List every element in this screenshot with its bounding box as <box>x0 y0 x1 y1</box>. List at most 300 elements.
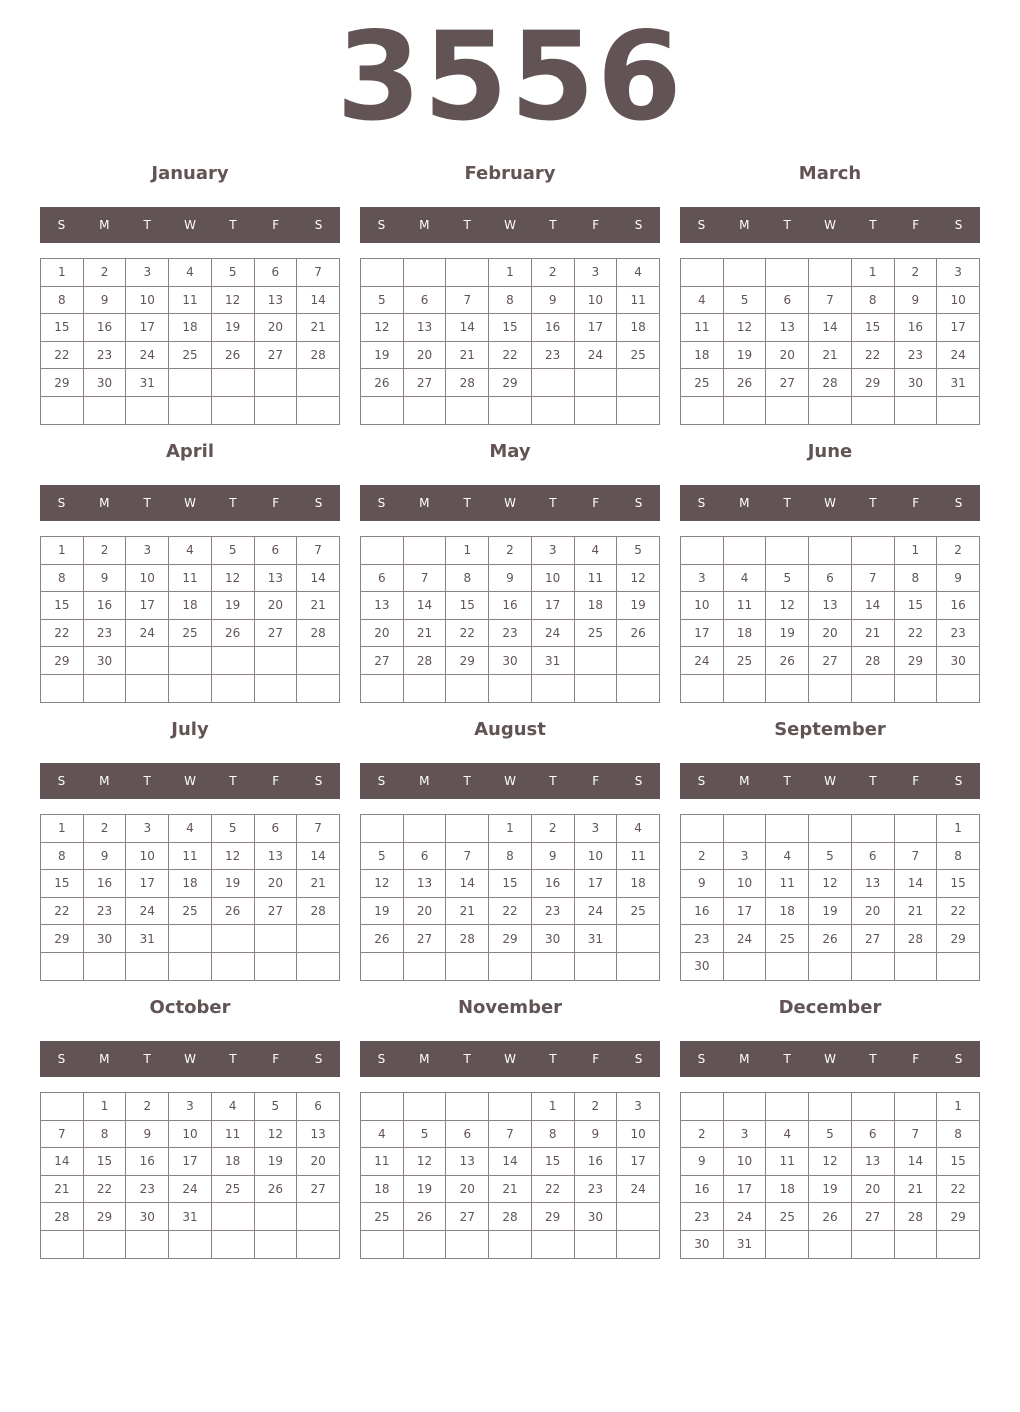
day-cell: 30 <box>126 1203 169 1231</box>
week-row <box>361 592 660 620</box>
empty-day-cell <box>766 259 809 287</box>
weekday-label: T <box>549 1052 557 1066</box>
day-cell: 5 <box>403 1120 446 1148</box>
day-cell: 15 <box>937 1148 980 1176</box>
day-cell: 19 <box>211 592 254 620</box>
empty-day-cell <box>446 1230 489 1258</box>
week-row <box>41 815 340 843</box>
day-cell: 29 <box>83 1203 126 1231</box>
day-cell: 7 <box>894 842 937 870</box>
empty-day-cell <box>403 537 446 565</box>
day-cell: 6 <box>254 815 297 843</box>
weekday-label: S <box>377 496 386 510</box>
day-cell: 30 <box>83 647 126 675</box>
week-row <box>681 1120 980 1148</box>
empty-day-cell <box>403 952 446 980</box>
empty-day-cell <box>254 396 297 424</box>
day-cell: 15 <box>894 592 937 620</box>
day-cell: 5 <box>809 842 852 870</box>
empty-day-cell <box>83 674 126 702</box>
day-cell: 21 <box>297 592 340 620</box>
day-cell: 14 <box>809 314 852 342</box>
empty-day-cell <box>851 815 894 843</box>
day-cell: 3 <box>169 1093 212 1121</box>
day-cell: 1 <box>446 537 489 565</box>
day-cell: 20 <box>403 897 446 925</box>
week-row <box>681 537 980 565</box>
day-cell: 24 <box>126 341 169 369</box>
empty-day-cell <box>446 674 489 702</box>
day-cell: 9 <box>531 842 574 870</box>
empty-day-cell <box>851 1230 894 1258</box>
day-cell: 9 <box>937 564 980 592</box>
empty-day-cell <box>41 1230 84 1258</box>
day-grid <box>40 536 340 703</box>
weekday-label: F <box>272 218 280 232</box>
day-cell: 17 <box>126 870 169 898</box>
weekday-label: S <box>634 1052 643 1066</box>
empty-day-cell <box>809 1230 852 1258</box>
day-cell: 26 <box>766 647 809 675</box>
week-row <box>361 619 660 647</box>
empty-day-cell <box>681 259 724 287</box>
empty-day-cell <box>681 815 724 843</box>
day-cell: 17 <box>723 1175 766 1203</box>
month-name: July <box>171 719 209 740</box>
weekday-label: T <box>783 496 791 510</box>
week-row <box>361 259 660 287</box>
weekday-label: T <box>143 496 151 510</box>
weekday-label: M <box>99 218 110 232</box>
weekday-label: S <box>954 774 963 788</box>
day-cell: 9 <box>126 1120 169 1148</box>
weekday-label: S <box>57 218 66 232</box>
week-row <box>681 314 980 342</box>
empty-day-cell <box>809 259 852 287</box>
week-row <box>681 564 980 592</box>
empty-day-cell <box>894 815 937 843</box>
week-row <box>361 1230 660 1258</box>
day-cell: 10 <box>126 564 169 592</box>
day-grid <box>360 1092 660 1259</box>
day-cell: 26 <box>617 619 660 647</box>
empty-day-cell <box>723 1093 766 1121</box>
day-cell: 19 <box>723 341 766 369</box>
week-row <box>41 1120 340 1148</box>
day-cell: 17 <box>574 314 617 342</box>
empty-day-cell <box>211 1203 254 1231</box>
day-cell: 23 <box>681 925 724 953</box>
empty-day-cell <box>211 396 254 424</box>
day-cell: 28 <box>809 369 852 397</box>
empty-day-cell <box>489 1093 532 1121</box>
day-cell: 12 <box>254 1120 297 1148</box>
day-cell: 28 <box>489 1203 532 1231</box>
day-cell: 23 <box>83 897 126 925</box>
empty-day-cell <box>254 674 297 702</box>
weekday-label: T <box>549 218 557 232</box>
empty-day-cell <box>489 952 532 980</box>
empty-day-cell <box>766 815 809 843</box>
weekday-label: M <box>99 1052 110 1066</box>
day-cell: 9 <box>489 564 532 592</box>
month-name: March <box>798 163 862 184</box>
day-cell: 23 <box>894 341 937 369</box>
day-grid <box>680 814 980 981</box>
week-row <box>41 341 340 369</box>
day-cell: 22 <box>531 1175 574 1203</box>
day-cell: 16 <box>681 1175 724 1203</box>
empty-day-cell <box>297 647 340 675</box>
empty-day-cell <box>211 647 254 675</box>
day-cell: 11 <box>169 564 212 592</box>
day-cell: 11 <box>617 842 660 870</box>
week-row <box>41 396 340 424</box>
week-row <box>361 1120 660 1148</box>
day-cell: 8 <box>41 564 84 592</box>
day-cell: 21 <box>403 619 446 647</box>
empty-day-cell <box>894 396 937 424</box>
day-cell: 10 <box>723 1148 766 1176</box>
day-cell: 2 <box>531 815 574 843</box>
weekday-label: W <box>824 496 836 510</box>
day-cell: 22 <box>41 341 84 369</box>
month-name: February <box>464 163 556 184</box>
day-cell: 3 <box>126 537 169 565</box>
empty-day-cell <box>297 1203 340 1231</box>
day-cell: 8 <box>41 286 84 314</box>
empty-day-cell <box>574 369 617 397</box>
weekday-label: S <box>954 218 963 232</box>
day-cell: 30 <box>681 1230 724 1258</box>
day-cell: 12 <box>211 842 254 870</box>
weekday-label: S <box>634 218 643 232</box>
weekday-label: F <box>912 496 920 510</box>
day-cell: 27 <box>766 369 809 397</box>
day-cell: 13 <box>851 870 894 898</box>
weekday-header <box>680 485 980 521</box>
day-cell: 27 <box>403 369 446 397</box>
day-grid <box>680 258 980 425</box>
day-cell: 13 <box>446 1148 489 1176</box>
weekday-label: T <box>143 1052 151 1066</box>
empty-day-cell <box>851 952 894 980</box>
month-name: August <box>474 719 546 740</box>
empty-day-cell <box>617 1203 660 1231</box>
weekday-header <box>40 1041 340 1077</box>
empty-day-cell <box>809 396 852 424</box>
week-row <box>361 369 660 397</box>
weekday-label: T <box>143 774 151 788</box>
day-cell: 13 <box>809 592 852 620</box>
day-cell: 10 <box>617 1120 660 1148</box>
empty-day-cell <box>617 369 660 397</box>
day-cell: 22 <box>937 897 980 925</box>
day-cell: 20 <box>254 592 297 620</box>
day-cell: 11 <box>169 842 212 870</box>
empty-day-cell <box>894 1093 937 1121</box>
day-cell: 5 <box>361 286 404 314</box>
weekday-label: M <box>739 496 750 510</box>
empty-day-cell <box>446 952 489 980</box>
empty-day-cell <box>297 1230 340 1258</box>
day-cell: 2 <box>489 537 532 565</box>
day-cell: 9 <box>894 286 937 314</box>
day-cell: 11 <box>211 1120 254 1148</box>
day-cell: 6 <box>361 564 404 592</box>
empty-day-cell <box>169 1230 212 1258</box>
day-cell: 22 <box>937 1175 980 1203</box>
day-cell: 9 <box>574 1120 617 1148</box>
empty-day-cell <box>766 674 809 702</box>
day-cell: 15 <box>489 870 532 898</box>
day-cell: 2 <box>937 537 980 565</box>
day-cell: 16 <box>83 314 126 342</box>
day-cell: 20 <box>446 1175 489 1203</box>
weekday-label: S <box>377 218 386 232</box>
day-cell: 20 <box>766 341 809 369</box>
day-cell: 28 <box>446 925 489 953</box>
day-cell: 31 <box>531 647 574 675</box>
day-cell: 25 <box>723 647 766 675</box>
day-cell: 16 <box>574 1148 617 1176</box>
day-cell: 26 <box>361 369 404 397</box>
empty-day-cell <box>681 537 724 565</box>
weekday-label: T <box>229 218 237 232</box>
day-cell: 21 <box>489 1175 532 1203</box>
empty-day-cell <box>723 537 766 565</box>
day-cell: 13 <box>254 564 297 592</box>
day-cell: 12 <box>211 564 254 592</box>
weekday-label: S <box>634 774 643 788</box>
day-cell: 7 <box>894 1120 937 1148</box>
day-cell: 24 <box>126 619 169 647</box>
day-cell: 26 <box>211 897 254 925</box>
empty-day-cell <box>41 1093 84 1121</box>
empty-day-cell <box>254 952 297 980</box>
day-cell: 18 <box>617 870 660 898</box>
day-cell: 1 <box>41 259 84 287</box>
day-cell: 9 <box>681 1148 724 1176</box>
week-row <box>681 1148 980 1176</box>
week-row <box>681 1093 980 1121</box>
week-row <box>681 286 980 314</box>
empty-day-cell <box>574 674 617 702</box>
week-row <box>41 1175 340 1203</box>
day-cell: 14 <box>446 870 489 898</box>
day-cell: 22 <box>446 619 489 647</box>
empty-day-cell <box>617 647 660 675</box>
day-cell: 14 <box>894 1148 937 1176</box>
day-cell: 16 <box>83 870 126 898</box>
empty-day-cell <box>617 674 660 702</box>
day-cell: 24 <box>617 1175 660 1203</box>
weekday-label: W <box>824 774 836 788</box>
day-cell: 18 <box>723 619 766 647</box>
empty-day-cell <box>361 674 404 702</box>
day-cell: 5 <box>211 537 254 565</box>
day-cell: 1 <box>851 259 894 287</box>
empty-day-cell <box>403 815 446 843</box>
day-cell: 13 <box>297 1120 340 1148</box>
empty-day-cell <box>531 396 574 424</box>
day-cell: 23 <box>531 897 574 925</box>
empty-day-cell <box>766 952 809 980</box>
day-cell: 18 <box>361 1175 404 1203</box>
day-cell: 16 <box>83 592 126 620</box>
weekday-header <box>680 1041 980 1077</box>
day-cell: 19 <box>617 592 660 620</box>
day-cell: 21 <box>894 1175 937 1203</box>
day-cell: 14 <box>894 870 937 898</box>
day-cell: 10 <box>937 286 980 314</box>
day-cell: 22 <box>41 619 84 647</box>
day-cell: 2 <box>894 259 937 287</box>
day-cell: 1 <box>41 537 84 565</box>
day-cell: 30 <box>574 1203 617 1231</box>
day-cell: 19 <box>766 619 809 647</box>
day-cell: 25 <box>766 925 809 953</box>
weekday-label: M <box>99 496 110 510</box>
day-cell: 17 <box>531 592 574 620</box>
day-cell: 31 <box>126 369 169 397</box>
day-cell: 24 <box>531 619 574 647</box>
day-cell: 7 <box>489 1120 532 1148</box>
empty-day-cell <box>723 396 766 424</box>
day-cell: 4 <box>681 286 724 314</box>
weekday-label: M <box>419 496 430 510</box>
day-cell: 16 <box>126 1148 169 1176</box>
week-row <box>681 396 980 424</box>
empty-day-cell <box>361 815 404 843</box>
day-cell: 30 <box>531 925 574 953</box>
empty-day-cell <box>403 259 446 287</box>
day-cell: 20 <box>254 870 297 898</box>
weekday-label: T <box>229 774 237 788</box>
week-row <box>41 286 340 314</box>
empty-day-cell <box>894 1230 937 1258</box>
weekday-header <box>680 763 980 799</box>
empty-day-cell <box>446 815 489 843</box>
day-cell: 7 <box>446 286 489 314</box>
week-row <box>361 647 660 675</box>
day-cell: 10 <box>723 870 766 898</box>
day-cell: 6 <box>766 286 809 314</box>
day-cell: 14 <box>489 1148 532 1176</box>
week-row <box>361 1093 660 1121</box>
day-cell: 25 <box>169 897 212 925</box>
day-cell: 24 <box>574 341 617 369</box>
day-cell: 2 <box>574 1093 617 1121</box>
day-cell: 2 <box>126 1093 169 1121</box>
day-cell: 22 <box>851 341 894 369</box>
day-cell: 22 <box>489 341 532 369</box>
day-cell: 15 <box>83 1148 126 1176</box>
day-cell: 20 <box>254 314 297 342</box>
week-row <box>361 564 660 592</box>
day-cell: 31 <box>169 1203 212 1231</box>
day-cell: 10 <box>531 564 574 592</box>
week-row <box>41 619 340 647</box>
week-row <box>41 897 340 925</box>
day-cell: 13 <box>766 314 809 342</box>
empty-day-cell <box>617 396 660 424</box>
day-cell: 14 <box>446 314 489 342</box>
day-cell: 6 <box>403 286 446 314</box>
weekday-label: W <box>824 218 836 232</box>
empty-day-cell <box>254 369 297 397</box>
day-cell: 3 <box>681 564 724 592</box>
day-cell: 29 <box>41 647 84 675</box>
weekday-label: M <box>419 218 430 232</box>
weekday-label: W <box>504 496 516 510</box>
week-row <box>361 1203 660 1231</box>
day-grid <box>40 1092 340 1259</box>
day-cell: 30 <box>83 925 126 953</box>
empty-day-cell <box>211 925 254 953</box>
weekday-label: T <box>783 218 791 232</box>
week-row <box>681 842 980 870</box>
week-row <box>41 925 340 953</box>
week-row <box>41 564 340 592</box>
day-cell: 6 <box>297 1093 340 1121</box>
empty-day-cell <box>809 537 852 565</box>
day-cell: 11 <box>766 1148 809 1176</box>
day-cell: 28 <box>894 925 937 953</box>
empty-day-cell <box>617 1230 660 1258</box>
empty-day-cell <box>403 674 446 702</box>
day-cell: 20 <box>403 341 446 369</box>
day-cell: 29 <box>489 369 532 397</box>
day-cell: 3 <box>574 259 617 287</box>
day-cell: 25 <box>211 1175 254 1203</box>
day-cell: 1 <box>531 1093 574 1121</box>
weekday-label: T <box>869 774 877 788</box>
week-row <box>361 952 660 980</box>
empty-day-cell <box>681 674 724 702</box>
day-cell: 11 <box>361 1148 404 1176</box>
empty-day-cell <box>489 674 532 702</box>
weekday-label: S <box>314 1052 323 1066</box>
weekday-label: W <box>504 1052 516 1066</box>
empty-day-cell <box>169 396 212 424</box>
day-cell: 25 <box>617 341 660 369</box>
weekday-label: S <box>697 496 706 510</box>
day-cell: 15 <box>41 314 84 342</box>
week-row <box>361 842 660 870</box>
empty-day-cell <box>531 674 574 702</box>
day-cell: 1 <box>894 537 937 565</box>
day-cell: 3 <box>723 842 766 870</box>
day-cell: 5 <box>723 286 766 314</box>
day-cell: 6 <box>254 537 297 565</box>
day-cell: 10 <box>126 286 169 314</box>
day-cell: 23 <box>574 1175 617 1203</box>
day-cell: 4 <box>617 815 660 843</box>
day-cell: 21 <box>446 897 489 925</box>
day-cell: 21 <box>41 1175 84 1203</box>
day-cell: 4 <box>574 537 617 565</box>
week-row <box>361 286 660 314</box>
empty-day-cell <box>169 952 212 980</box>
day-cell: 3 <box>574 815 617 843</box>
day-cell: 21 <box>851 619 894 647</box>
day-cell: 28 <box>894 1203 937 1231</box>
day-cell: 24 <box>169 1175 212 1203</box>
day-cell: 5 <box>211 815 254 843</box>
empty-day-cell <box>41 952 84 980</box>
day-cell: 8 <box>41 842 84 870</box>
